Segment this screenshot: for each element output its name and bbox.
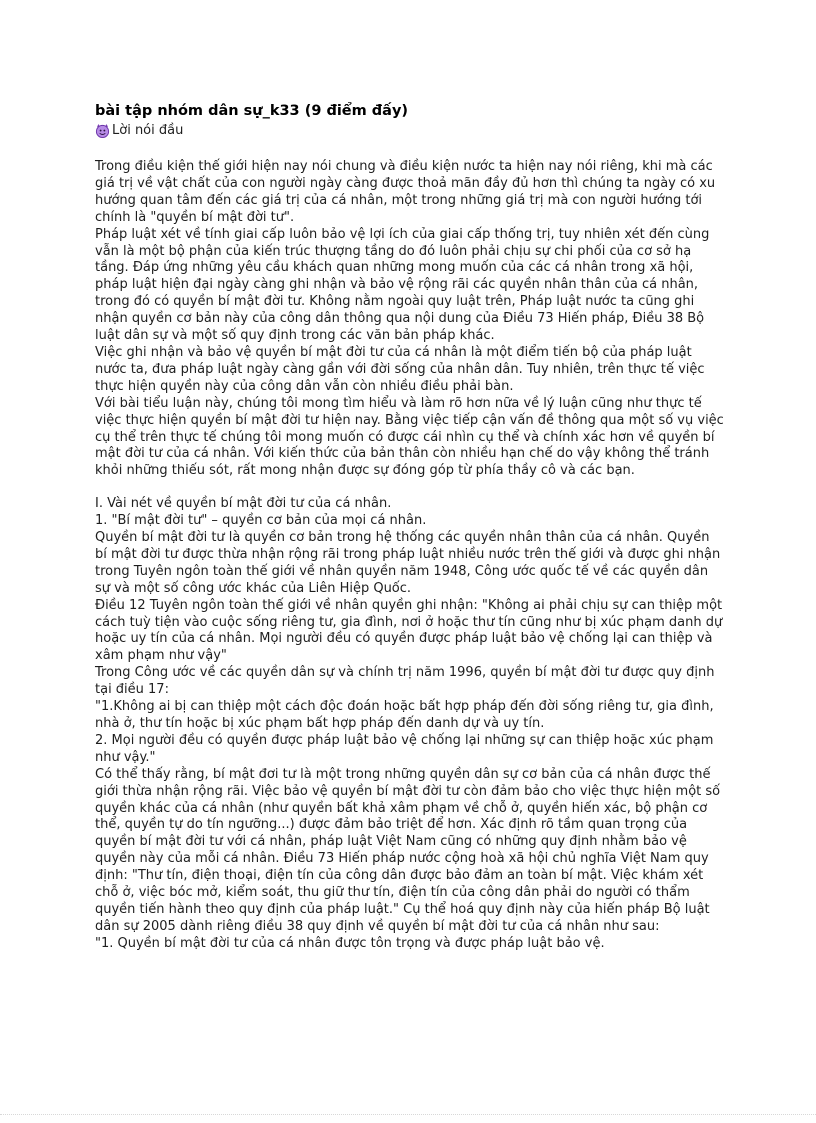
intro-paragraph: Pháp luật xét về tính giai cấp luôn bảo vệ lợi ích của giai cấp thống trị, tuy nhiên xét đến cùng vẫn là một bộ phận của kiến trúc thượng tầng do đó luôn phải chịu sự chi phối của cơ sở hạ tầng. Đáp ứng những yêu cầu khách quan những mong muốn của các cá nhân trong xã hội, pháp luật hiện đại ngày càng ghi nhận và bảo vệ rộng rãi các quyền nhân thân của cá nhân, trong đó có quyền bí mật đời tư. Không nằm ngoài quy luật trên, Pháp luật nước ta cũng ghi nhận quyền cơ bản này của công dân thông qua nội dung của Điều 73 Hiến pháp, Điều 38 Bộ luật dân sự và một số quy định trong các văn bản pháp khác. xyxy=(95,226,710,344)
section-heading: I. Vài nét về quyền bí mật đời tư của cá nhân. xyxy=(95,496,392,512)
devil-smiley-icon xyxy=(95,123,110,138)
subtitle-line xyxy=(95,122,725,139)
subtitle-text: Lời nói đầu xyxy=(112,123,184,138)
paragraph-gap xyxy=(95,480,725,496)
document-title: bài tập nhóm dân sự_k33 (9 điểm đấy) xyxy=(95,103,409,119)
subsection-heading: 1. "Bí mật đời tư" – quyền cơ bản của mọi cá nhân. xyxy=(95,513,427,529)
body-paragraph: Trong Công ước về các quyền dân sự và chính trị năm 1996, quyền bí mật đời tư được quy định tại điều 17: xyxy=(95,665,715,698)
intro-paragraph: Trong điều kiện thế giới hiện nay nói chung và điều kiện nước ta hiện nay nói riêng, khi mà các giá trị về vật chất của con người ngày càng được thoả mãn đầy đủ hơn thì chúng ta ngày có xu hướng quan tâm đến các giá trị của cá nhân, một trong những giá trị mà con người hướng tới chính là "quyền bí mật đời tư". xyxy=(95,159,716,225)
body-paragraph: Điều 12 Tuyên ngôn toàn thế giới về nhân quyền ghi nhận: "Không ai phải chịu sự can thiệp một cách tuỳ tiện vào cuộc sống riêng tư, gia đình, nơi ở hoặc thư tín cũng như bị xúc phạm danh dự hoặc uy tín của cá nhân. Mọi người đều có quyền được pháp luật bảo vệ chống lại can thiệp và xâm phạm như vậy" xyxy=(95,597,723,664)
page-footer-divider xyxy=(0,1114,816,1115)
intro-paragraph: Với bài tiểu luận này, chúng tôi mong tìm hiểu và làm rõ hơn nữa về lý luận cũng như thực tế việc thực hiện quyền bí mật đời tư hiện nay. Bằng việc tiếp cận vấn đề thông qua một số vụ việc cụ thể trên thực tế chúng tôi mong muốn có được cái nhìn cụ thể và chính xác hơn về quyền bí mật đời tư của cá nhân. Với kiến thức của bản thân còn nhiều hạn chế do vậy không thể tránh khỏi những thiếu sót, rất mong nhận được sự đóng góp từ phía thầy cô và các bạn. xyxy=(95,395,724,479)
document-body xyxy=(95,159,725,953)
quote-paragraph: "1.Không ai bị can thiệp một cách độc đoán hoặc bất hợp pháp đến đời sống riêng tư, gia đình, nhà ở, thư tín hoặc bị xúc phạm bất hợp pháp đến danh dự và uy tín. xyxy=(95,699,714,731)
quote-paragraph: 2. Mọi người đều có quyền được pháp luật bảo vệ chống lại những sự can thiệp hoặc xúc phạm như vậy." xyxy=(95,732,714,765)
document-page xyxy=(95,102,725,953)
body-paragraph: Quyền bí mật đời tư là quyền cơ bản trong hệ thống các quyền nhân thân của cá nhân. Quyền bí mật đời tư được thừa nhận rộng rãi trong pháp luật nhiều nước trên thế giới và được ghi nhận trong Tuyên ngôn toàn thế giới về nhân quyền năm 1948, Công ước quốc tế về các quyền dân sự và một số công ước khác của Liên Hiệp Quốc. xyxy=(95,530,721,596)
body-paragraph: Có thể thấy rằng, bí mật đơi tư là một trong những quyền dân sự cơ bản của cá nhân được thế giới thừa nhận rộng rãi. Việc bảo vệ quyền bí mật đời tư còn đảm bảo cho việc thực hiện một số quyền khác của cá nhân (như quyền bất khả xâm phạm về chỗ ở, quyền hiến xác, bộ phận cơ thể, quyền tự do tín ngưỡng...) được đảm bảo triệt để hơn. Xác định rõ tầm quan trọng của quyền bí mật đời tư với cá nhân, pháp luật Việt Nam cũng có những quy định nhằm bảo vệ quyền này của mỗi cá nhân. Điều 73 Hiến pháp nước cộng hoà xã hội chủ nghĩa Việt Nam quy định: "Thư tín, điện thoại, điện tín của công dân được bảo đảm an toàn bí mật. Việc khám xét chỗ ở, việc bóc mở, kiểm soát, thu giữ thư tín, điện tín của công dân phải do người có thẩm quyền tiến hành theo quy định của pháp luật." Cụ thể hoá quy định này của hiến pháp Bộ luật dân sự 2005 dành riêng điều 38 quy định về quyền bí mật đời tư của cá nhân như sau: xyxy=(95,766,721,934)
quote-paragraph: "1. Quyền bí mật đời tư của cá nhân được tôn trọng và được pháp luật bảo vệ. xyxy=(95,935,605,951)
intro-paragraph: Việc ghi nhận và bảo vệ quyền bí mật đời tư của cá nhân là một điểm tiến bộ của pháp luật nước ta, đưa pháp luật ngày càng gần với đời sống của nhân dân. Tuy nhiên, trên thực tế việc thực hiện quyền này của công dân vẫn còn nhiều điều phải bàn. xyxy=(95,344,705,394)
